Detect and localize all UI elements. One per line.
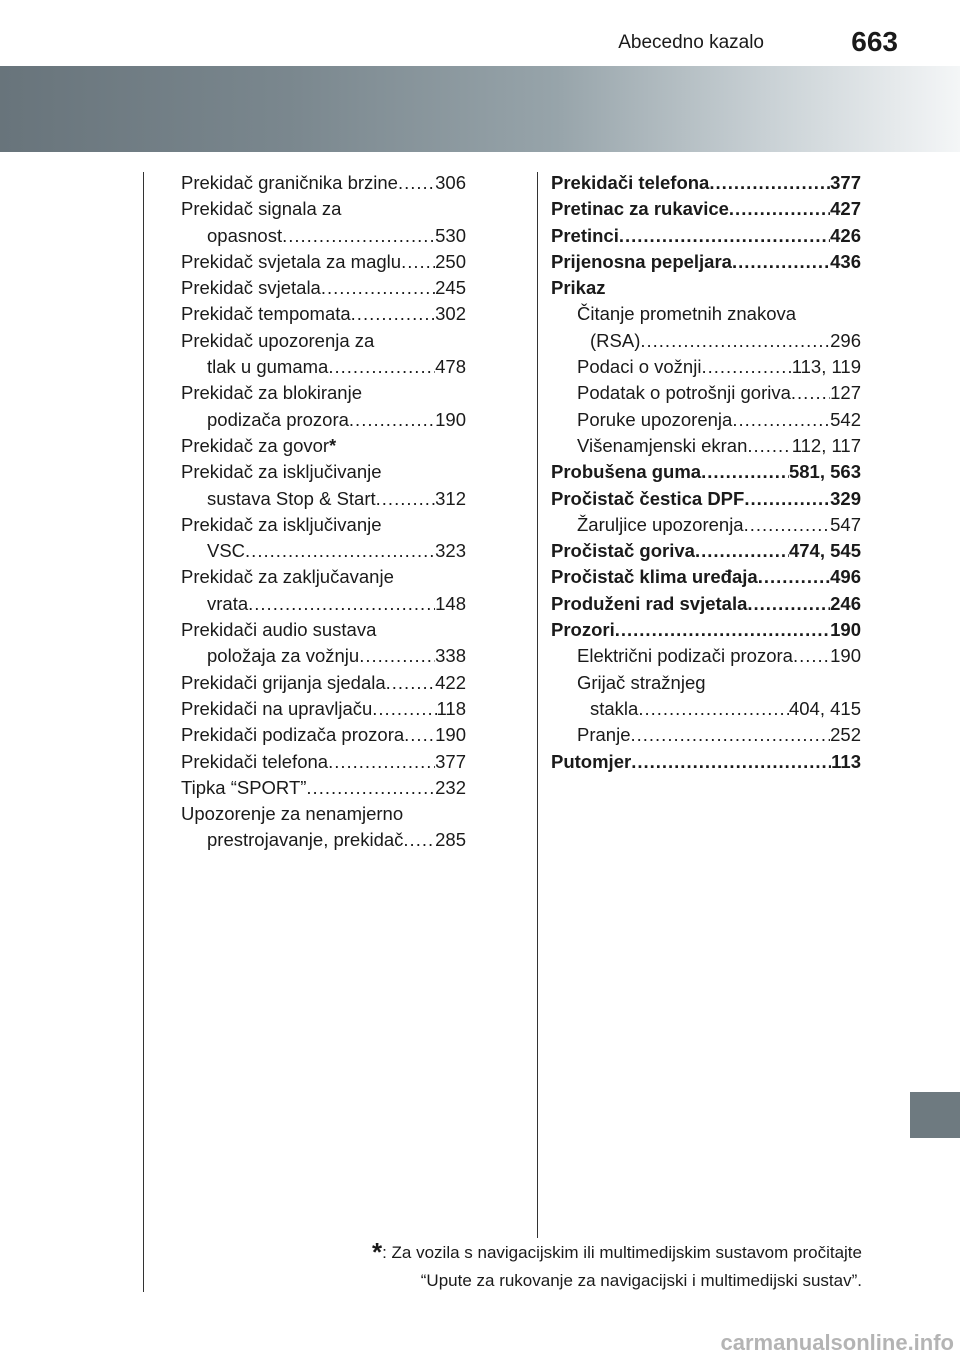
entry-page: 377 (435, 750, 466, 772)
entry-label: vrata (207, 592, 249, 614)
entry-label: Prekidač za isključivanje (181, 513, 382, 535)
entry-label: Prekidač za isključivanje (181, 461, 382, 483)
index-entry (181, 459, 466, 485)
index-entry (551, 249, 861, 275)
index-entry (181, 775, 466, 801)
index-entry (551, 722, 861, 748)
index-entry (181, 328, 466, 354)
entry-label: (RSA) (590, 329, 641, 351)
entry-page: 547 (830, 513, 861, 535)
index-entry (181, 696, 466, 722)
index-entry (181, 512, 466, 538)
entry-label: Prekidač upozorenja za (181, 329, 375, 351)
leader-dots (744, 512, 831, 538)
entry-label: Tipka “SPORT” (181, 776, 307, 798)
entry-label: Električni podizači prozora (577, 645, 793, 667)
index-entry (181, 275, 466, 301)
index-entry (181, 538, 466, 564)
entry-page: 190 (435, 408, 466, 430)
leader-dots (793, 643, 830, 669)
entry-page: 245 (435, 277, 466, 299)
page-header (0, 0, 960, 64)
leader-dots (758, 564, 830, 590)
leader-dots (359, 643, 435, 669)
entry-page: 296 (830, 329, 861, 351)
entry-label: Žaruljice upozorenja (577, 513, 744, 535)
entry-label: Podatak o potrošnji goriva (577, 382, 791, 404)
index-entry (551, 749, 861, 775)
entry-page: 127 (830, 382, 861, 404)
leader-dots (328, 749, 435, 775)
leader-dots (709, 170, 830, 196)
entry-label: tlak u gumama (207, 356, 329, 378)
leader-dots (351, 301, 435, 327)
entry-label: Pretinac za rukavice (551, 198, 729, 220)
entry-label: Probušena guma (551, 461, 702, 483)
entry-page: 422 (435, 671, 466, 693)
entry-label: Pročistač goriva (551, 540, 695, 562)
entry-label: Upozorenje za nenamjerno (181, 803, 404, 825)
index-entry (551, 433, 861, 459)
leader-dots (615, 617, 830, 643)
section-title: Abecedno kazalo (618, 32, 764, 53)
leader-dots (404, 722, 435, 748)
entry-label: Prekidač graničnika brzine (181, 172, 398, 193)
index-entry (181, 643, 466, 669)
entry-page: 302 (435, 303, 466, 325)
leader-dots (744, 486, 830, 512)
index-entry (551, 301, 861, 327)
entry-label: Prekidač tempomata (181, 303, 351, 325)
leader-dots (245, 538, 435, 564)
entry-label: Produženi rad svjetala (551, 592, 748, 614)
entry-label: Pročistač klima uređaja (551, 566, 758, 588)
chapter-tab (910, 1092, 960, 1138)
leader-dots (638, 696, 789, 722)
leader-dots (398, 170, 435, 196)
leader-dots (701, 459, 789, 485)
index-column-right (551, 170, 861, 775)
leader-dots (791, 380, 830, 406)
index-entry (181, 170, 466, 196)
leader-dots (631, 749, 831, 775)
index-entry: Prekidač za govor * (181, 433, 466, 459)
index-entry (181, 380, 466, 406)
watermark: carmanualsonline.info (720, 1330, 954, 1355)
index-entry (551, 223, 861, 249)
index-entry (551, 670, 861, 696)
leader-dots (349, 407, 435, 433)
leader-dots (248, 591, 435, 617)
index-entry (181, 223, 466, 249)
leader-dots (747, 433, 791, 459)
entry-label: Prekidač za govor (181, 434, 330, 456)
index-entry (181, 407, 466, 433)
index-entry (181, 827, 466, 853)
entry-label: Prekidači telefona (551, 172, 710, 193)
index-column-left (181, 170, 466, 854)
entry-page: 190 (830, 645, 861, 667)
entry-page: 312 (435, 487, 466, 509)
entry-page: 250 (435, 250, 466, 272)
entry-page: 436 (830, 250, 861, 272)
index-entry (181, 591, 466, 617)
leader-dots (630, 722, 830, 748)
index-entry (181, 564, 466, 590)
leader-dots (376, 486, 435, 512)
entry-page: 112, 117 (791, 434, 861, 456)
index-entry (181, 749, 466, 775)
entry-label: sustava Stop & Start (207, 487, 376, 509)
entry-label: Prekidač za zaključavanje (181, 566, 394, 588)
leader-dots (729, 196, 830, 222)
entry-label: Pročistač čestica DPF (551, 487, 745, 509)
entry-page: 377 (830, 172, 861, 193)
leader-dots (732, 407, 830, 433)
entry-page: 148 (435, 592, 466, 614)
leader-dots (695, 538, 789, 564)
entry-page: 323 (435, 540, 466, 562)
leader-dots (328, 354, 435, 380)
index-entry (551, 354, 861, 380)
entry-label: Prozori (551, 619, 615, 641)
index-entry (551, 643, 861, 669)
leader-dots (747, 591, 830, 617)
index-entry (551, 696, 861, 722)
index-entry (551, 538, 861, 564)
entry-page: 478 (435, 356, 466, 378)
index-entry (181, 354, 466, 380)
entry-label: položaja za vožnju (207, 645, 360, 667)
entry-label: Prekidači audio sustava (181, 619, 377, 641)
entry-label: Prekidač za blokiranje (181, 382, 362, 404)
index-entry (181, 486, 466, 512)
index-entry (551, 617, 861, 643)
index-entry (551, 170, 861, 196)
index-entry (551, 512, 861, 538)
leader-dots (321, 275, 435, 301)
entry-label: Poruke upozorenja (577, 408, 733, 430)
index-entry (551, 486, 861, 512)
leader-dots (619, 223, 830, 249)
entry-label: Putomjer (551, 750, 632, 772)
leader-dots (306, 775, 435, 801)
index-entry (181, 249, 466, 275)
entry-label: Prekidači grijanja sjedala (181, 671, 386, 693)
entry-label: Prijenosna pepeljara (551, 250, 732, 272)
left-margin-rule (143, 172, 144, 1292)
leader-dots (403, 827, 435, 853)
entry-page: 581, 563 (788, 461, 861, 483)
entry-label: Prekidači podizača prozora (181, 724, 405, 746)
entry-label: Prekidač svjetala (181, 277, 321, 299)
entry-page: 190 (830, 619, 861, 641)
footnote (372, 1238, 862, 1295)
index-entry (181, 196, 466, 222)
entry-label: Pranje (577, 724, 631, 746)
leader-dots (372, 696, 436, 722)
entry-page: 427 (830, 198, 861, 220)
index-entry (181, 301, 466, 327)
entry-label: prestrojavanje, prekidač (207, 829, 404, 851)
index-entry (551, 591, 861, 617)
entry-label: Prekidači na upravljaču (181, 697, 373, 719)
entry-page: 190 (435, 724, 466, 746)
entry-page: 285 (435, 829, 466, 851)
index-entry (551, 328, 861, 354)
entry-page: 329 (830, 487, 861, 509)
footnote-line-2: “Upute za rukovanje za navigacijski i multimedijski sustav”. (420, 1271, 862, 1290)
index-entry (181, 722, 466, 748)
entry-label: Višenamjenski ekran (577, 434, 748, 456)
page-number: 663 (851, 26, 898, 57)
index-entry (181, 670, 466, 696)
header-band (0, 66, 960, 152)
entry-page: 118 (436, 697, 466, 719)
entry-label: Čitanje prometnih znakova (577, 303, 797, 325)
leader-dots (282, 223, 435, 249)
entry-label: stakla (590, 697, 639, 719)
entry-page: 542 (830, 408, 861, 430)
entry-page: 113 (831, 750, 861, 772)
index-entry (181, 801, 466, 827)
entry-label: Pretinci (551, 224, 619, 246)
index-entry (551, 196, 861, 222)
index-entry (551, 275, 861, 301)
index-entry (551, 407, 861, 433)
column-divider (537, 172, 538, 1238)
entry-label: Prekidač signala za (181, 198, 342, 220)
leader-dots (401, 249, 435, 275)
leader-dots (732, 249, 830, 275)
leader-dots (640, 328, 830, 354)
entry-page: 426 (830, 224, 861, 246)
entry-page: 530 (435, 224, 466, 246)
entry-page: 306 (435, 172, 466, 193)
entry-label: opasnost (207, 224, 283, 246)
entry-label: Prikaz (551, 277, 606, 299)
index-entry (551, 459, 861, 485)
entry-page: 113, 119 (791, 356, 861, 378)
footnote-star: * (371, 1237, 383, 1267)
leader-dots (701, 354, 791, 380)
entry-page: 252 (830, 724, 861, 746)
leader-dots (386, 670, 435, 696)
entry-label: Grijač stražnjeg (577, 671, 706, 693)
entry-page: 496 (830, 566, 861, 588)
entry-page: 338 (435, 645, 466, 667)
entry-label: Prekidači telefona (181, 750, 329, 772)
entry-label: podizača prozora (207, 408, 349, 430)
entry-page: 232 (435, 776, 466, 798)
entry-label: Prekidač svjetala za maglu (181, 250, 402, 272)
entry-label: VSC (207, 540, 246, 562)
index-entry (551, 380, 861, 406)
entry-label: Podaci o vožnji (577, 356, 702, 378)
index-entry (181, 617, 466, 643)
index-entry (551, 564, 861, 590)
entry-page: 474, 545 (788, 540, 861, 562)
entry-page: 404, 415 (788, 697, 861, 719)
entry-page: 246 (830, 592, 861, 614)
footnote-line-1: : Za vozila s navigacijskim ili multimedijskim sustavom pročitajte (382, 1243, 862, 1262)
